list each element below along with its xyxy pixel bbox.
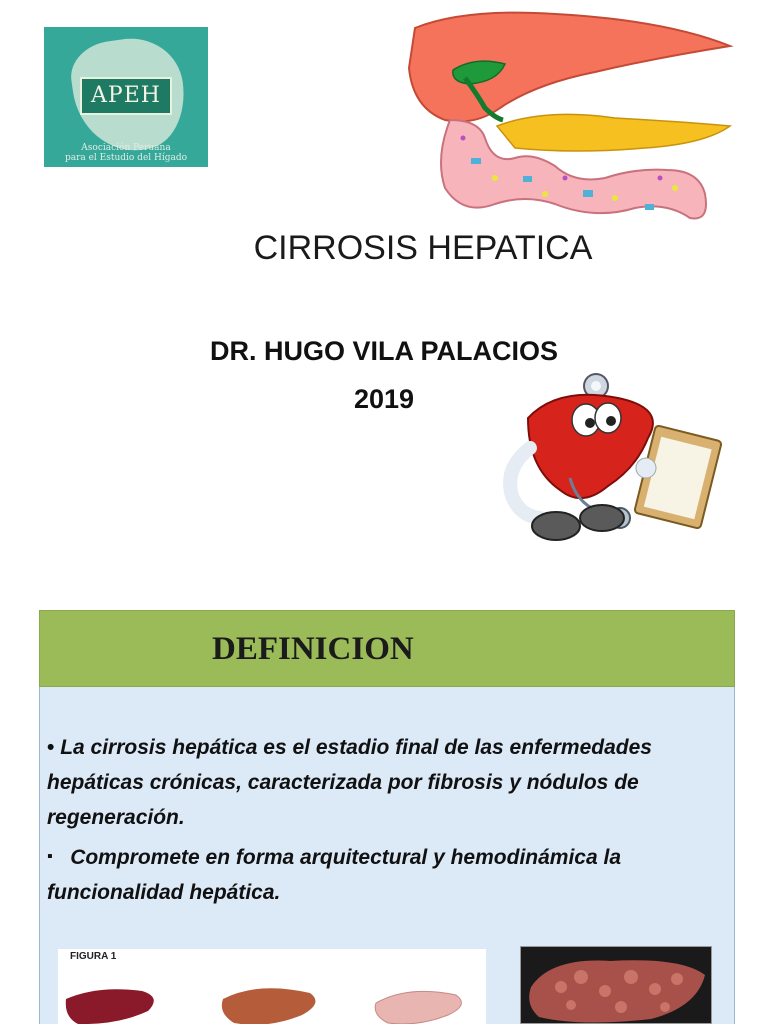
liver-stages-figure [58, 949, 486, 1024]
figure-label: FIGURA 1 [70, 951, 117, 962]
definition-bullet-1 [47, 730, 707, 835]
bullet-2-text: Compromete en forma arquitectural y hemodinámica la funcionalidad hepática. [47, 846, 621, 904]
presentation-year: 2019 [353, 384, 415, 414]
logo-subtitle-line2: para el Estudio del Hígado [64, 153, 188, 163]
logo-brand: APEH [80, 77, 172, 115]
apeh-logo [44, 27, 208, 167]
logo-subtitle-line1: Asociación Peruana [81, 143, 171, 153]
slide-title: CIRROSIS HEPATICA [253, 229, 593, 267]
cirrhotic-liver-image [521, 947, 711, 1023]
digestive-organs-illustration [405, 8, 735, 223]
cirrhotic-liver-photo [520, 946, 712, 1024]
bullet-dot: • [47, 736, 55, 759]
definition-bullet-2 [47, 839, 707, 910]
liver-stages-drawings [58, 949, 486, 1024]
bullet-square: ▪ [47, 848, 53, 865]
bullet-1-text: La cirrosis hepática es el estadio final de las enfermedades hepáticas crónicas, caracterizada por fibrosis y nódulos de regeneración. [47, 736, 652, 829]
definition-header [39, 610, 735, 687]
definition-heading: DEFINICION [212, 631, 414, 667]
logo-subtitle [48, 143, 204, 163]
liver-doctor-cartoon [498, 368, 726, 548]
author-name: DR. HUGO VILA PALACIOS [209, 336, 558, 366]
